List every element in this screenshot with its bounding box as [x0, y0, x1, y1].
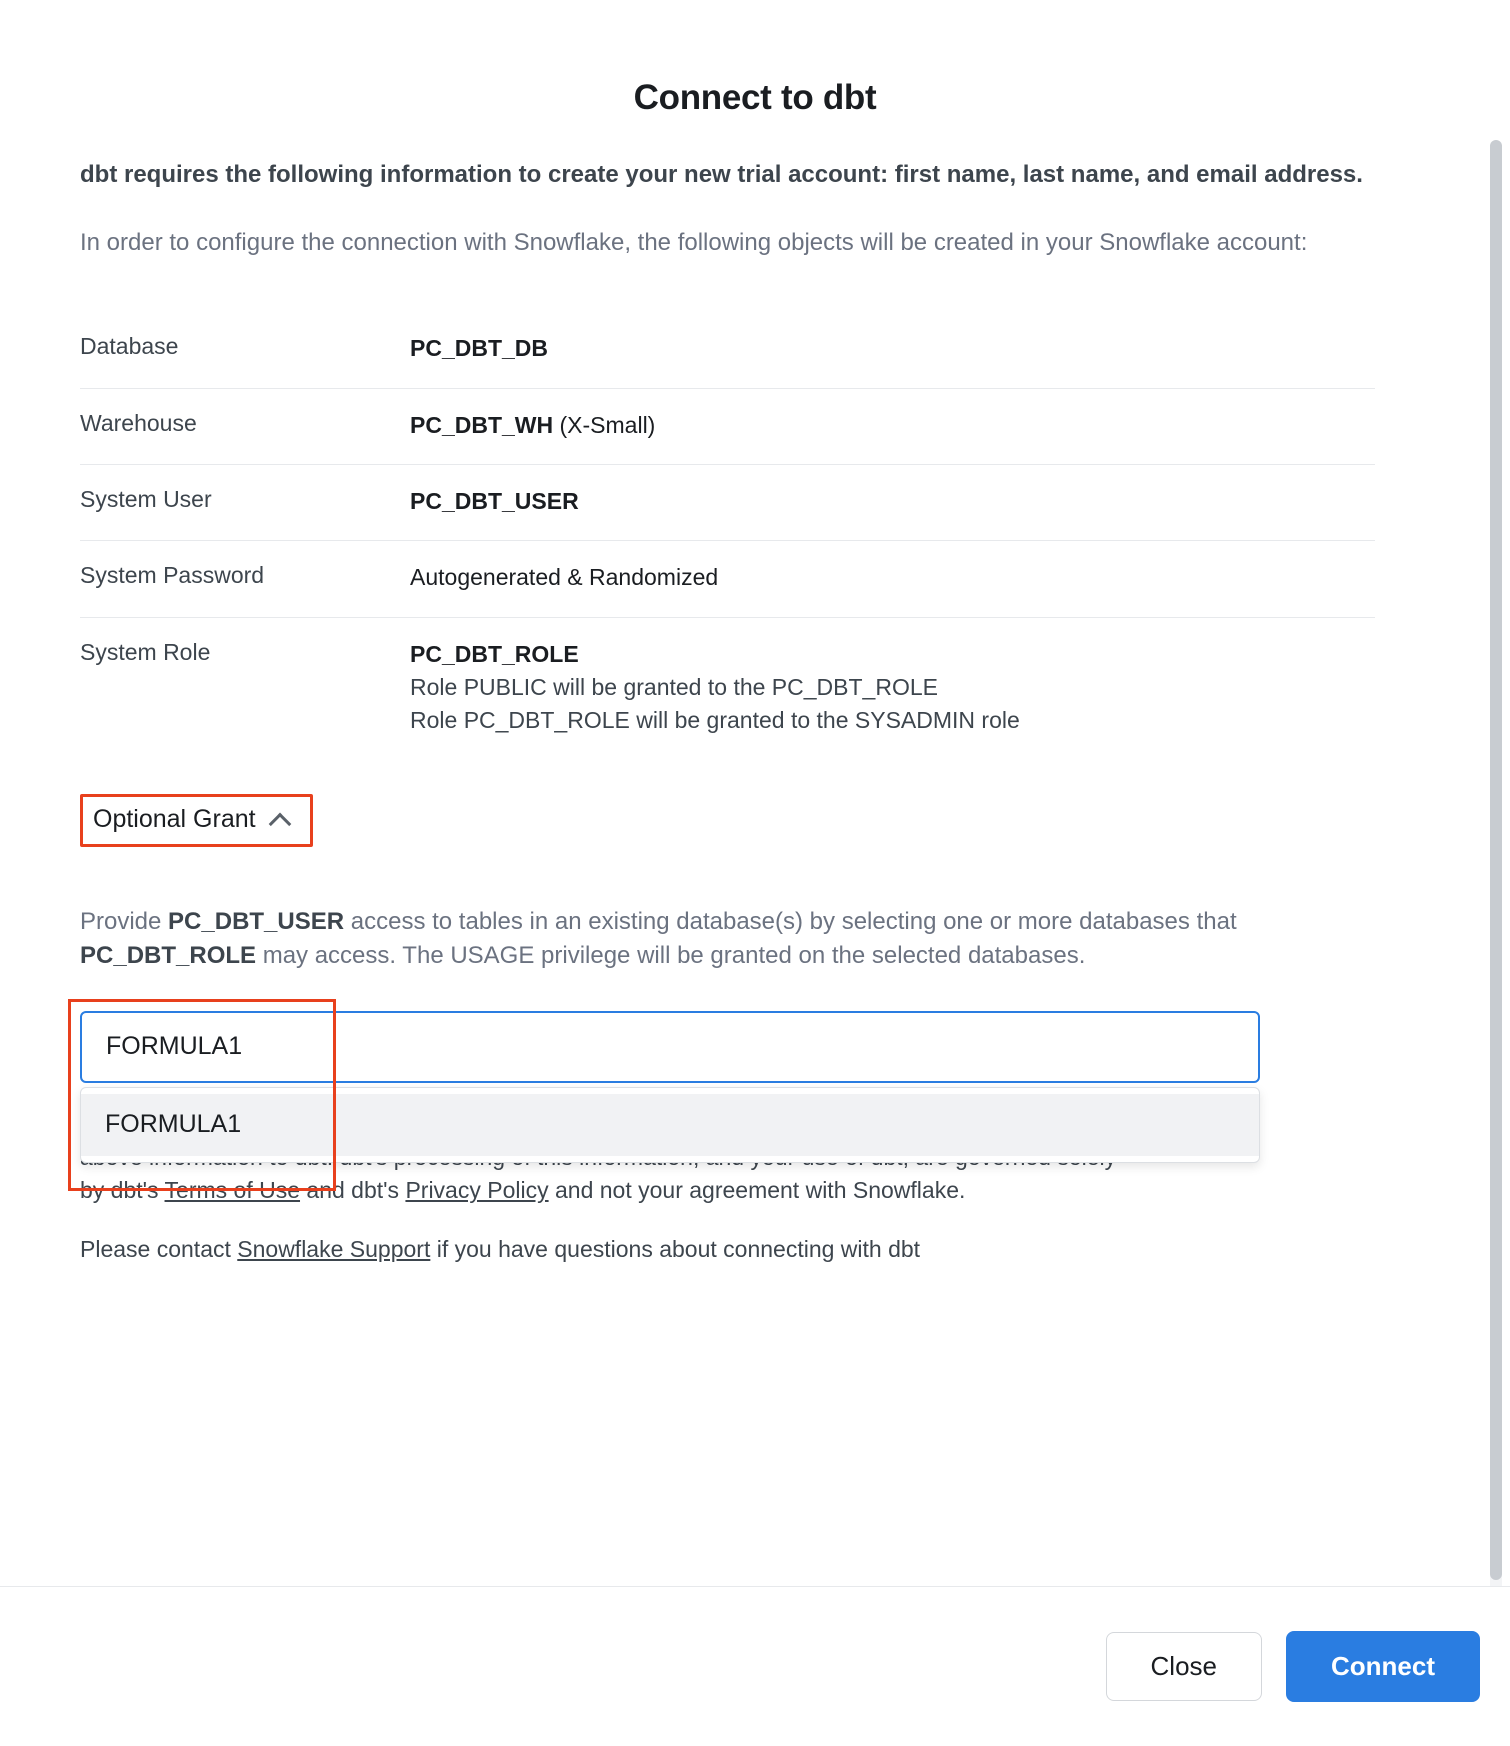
spec-value-note-2: Role PC_DBT_ROLE will be granted to the SYSADMIN role [410, 707, 1020, 734]
snowflake-support-link[interactable]: Snowflake Support [237, 1236, 431, 1263]
object-spec-table [80, 312, 1375, 759]
spec-label: System Role [80, 638, 211, 665]
table-row [80, 389, 1375, 465]
optional-grant-description [80, 905, 1280, 973]
spec-value-note-1: Role PUBLIC will be granted to the PC_DBT_ROLE [410, 673, 938, 700]
grant-desc-post: may access. The USAGE privilege will be granted on the selected databases. [256, 941, 1086, 969]
spec-value [410, 485, 579, 518]
table-row [80, 465, 1375, 541]
spec-value [410, 332, 548, 365]
spec-value-bold: PC_DBT_WH [410, 411, 554, 438]
grant-desc-mid: access to tables in an existing database(s) by selecting one or more databases that [344, 907, 1237, 935]
dropdown-option-label: FORMULA1 [105, 1110, 242, 1139]
close-button[interactable]: Close [1106, 1632, 1262, 1701]
spec-value [410, 561, 718, 594]
spec-label: System User [80, 485, 212, 512]
spec-value-bold: PC_DBT_DB [410, 335, 549, 362]
spec-value-rest: (X-Small) [553, 411, 656, 438]
optional-grant-highlight [80, 794, 313, 847]
dialog-body [0, 140, 1510, 1586]
grant-desc-role: PC_DBT_ROLE [80, 941, 257, 969]
table-row [80, 312, 1375, 388]
database-select-input[interactable] [80, 1011, 1260, 1083]
database-select-dropdown [80, 1087, 1260, 1163]
privacy-policy-link[interactable]: Privacy Policy [405, 1177, 549, 1204]
legal-line2-post: and not your agreement with Snowflake. [548, 1177, 966, 1204]
chevron-up-icon [270, 812, 292, 826]
support-line [80, 1233, 1330, 1266]
support-post: if you have questions about connecting with dbt [430, 1236, 921, 1263]
spec-label: Warehouse [80, 409, 197, 436]
optional-grant-label: Optional Grant [93, 804, 256, 833]
spec-label: System Password [80, 562, 265, 589]
terms-of-use-link[interactable]: Terms of Use [164, 1177, 301, 1204]
grant-desc-pre: Provide [80, 907, 169, 935]
table-row [80, 541, 1375, 617]
intro-configuration-text: In order to configure the connection with Snowflake, the following objects will be created in your Snowflake account: [80, 229, 1308, 257]
dialog-footer [0, 1586, 1510, 1746]
spec-value-bold: PC_DBT_ROLE [410, 640, 579, 667]
spec-value [410, 409, 655, 442]
scrollbar-thumb[interactable] [1490, 140, 1502, 1580]
legal-line2-pre: by dbt's [80, 1177, 165, 1204]
support-pre: Please contact [80, 1236, 238, 1263]
list-item[interactable] [81, 1094, 1259, 1156]
database-select-area [80, 1011, 1260, 1139]
table-row [80, 618, 1375, 760]
optional-grant-toggle[interactable] [93, 805, 292, 834]
spec-value [410, 638, 1020, 738]
spec-value-bold: PC_DBT_USER [410, 487, 579, 514]
legal-line-2 [80, 1174, 1330, 1207]
spec-label: Database [80, 333, 179, 360]
dialog-title: Connect to dbt [633, 78, 877, 117]
connect-button[interactable]: Connect [1286, 1631, 1480, 1702]
intro-requirements-text: dbt requires the following information to create your new trial account: first name, last name, and email address. [80, 161, 1363, 188]
grant-desc-user: PC_DBT_USER [168, 907, 345, 935]
database-select-value: FORMULA1 [106, 1032, 243, 1061]
spec-value-rest: Autogenerated & Randomized [410, 564, 719, 591]
legal-line2-mid: and dbt's [300, 1177, 406, 1204]
